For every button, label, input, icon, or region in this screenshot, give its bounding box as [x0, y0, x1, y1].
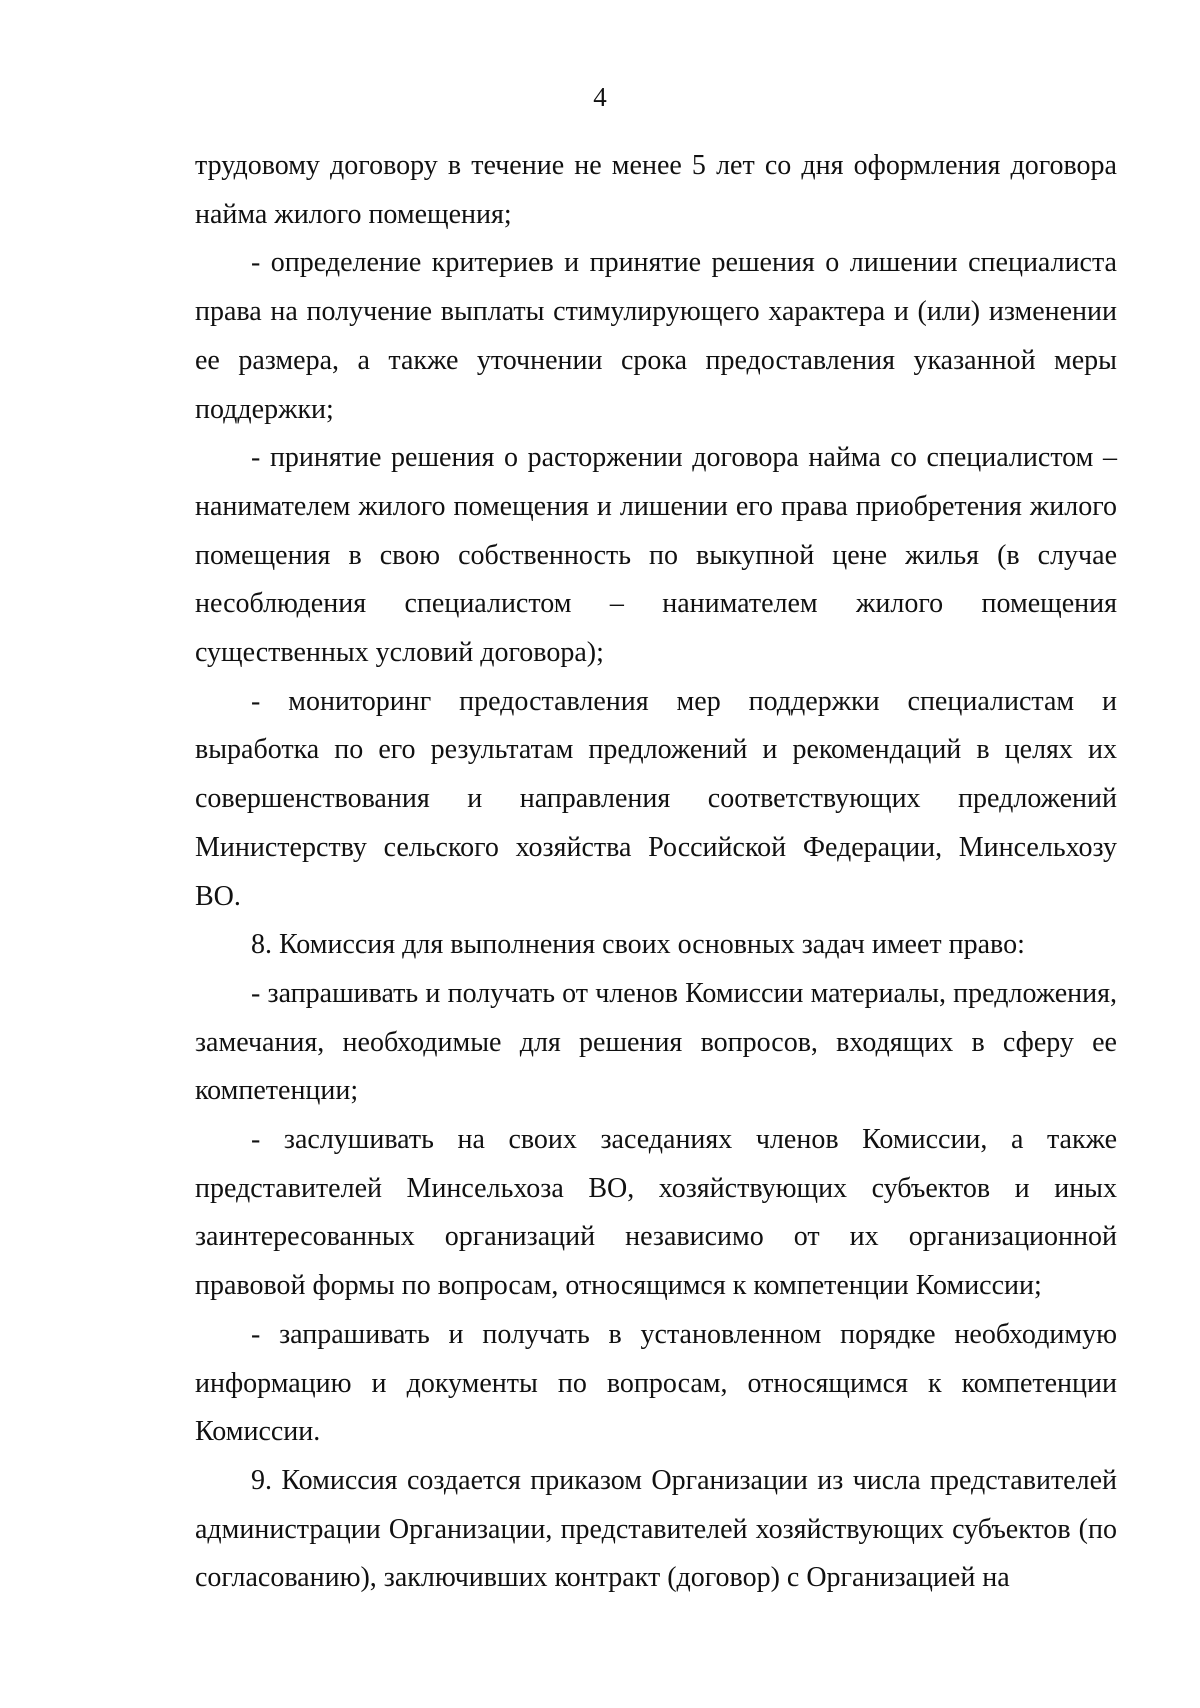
paragraph-request-materials: - запрашивать и получать от членов Комиссии материалы, предложения, замечания, необходимые для решения вопросов, входящих в сферу ее компетенции; [195, 977, 1117, 1107]
paragraph-contract-termination: - принятие решения о расторжении договора найма со специалистом – нанимателем жилого помещения и лишении его права приобретения жилого помещения в свою собственность по выкупной цене жилья (в случае несоблюдения специалистом – нанимателем жилого помещения существенных условий договора); [195, 442, 1117, 669]
clause-9-commission-creation: 9. Комиссия создается приказом Организации из числа представителей администрации Организации, представителей хозяйствующих субъектов (по согласованию), заключивших контракт (договор) с Организацией на [195, 1464, 1117, 1594]
paragraph-hear-representatives: - заслушивать на своих заседаниях членов Комиссии, а также представителей Минсельхоза ВО, хозяйствующих субъектов и иных заинтересованных организаций независимо от их организационной правовой формы по вопросам, относящимся к компетенции Комиссии; [195, 1124, 1117, 1302]
paragraph-request-information: - запрашивать и получать в установленном порядке необходимую информацию и документы по вопросам, относящимся к компетенции Комиссии. [195, 1318, 1117, 1448]
page-number: 4 [593, 82, 607, 112]
paragraph-employment-contract-term: трудовому договору в течение не менее 5 лет со дня оформления договора найма жилого помещения; [195, 150, 1117, 230]
document-body [195, 142, 1117, 1603]
paragraph-monitoring: - мониторинг предоставления мер поддержки специалистам и выработка по его результатам предложений и рекомендаций в целях их совершенствования и направления соответствующих предложений Министерству сельского хозяйства Российской Федерации, Минсельхозу ВО. [195, 685, 1117, 912]
clause-8-heading: 8. Комиссия для выполнения своих основных задач имеет право: [251, 929, 1025, 961]
paragraph-criteria-deprivation: - определение критериев и принятие решения о лишении специалиста права на получение выплаты стимулирующего характера и (или) изменении ее размера, а также уточнении срока предоставления указанной меры поддержки; [195, 247, 1117, 425]
